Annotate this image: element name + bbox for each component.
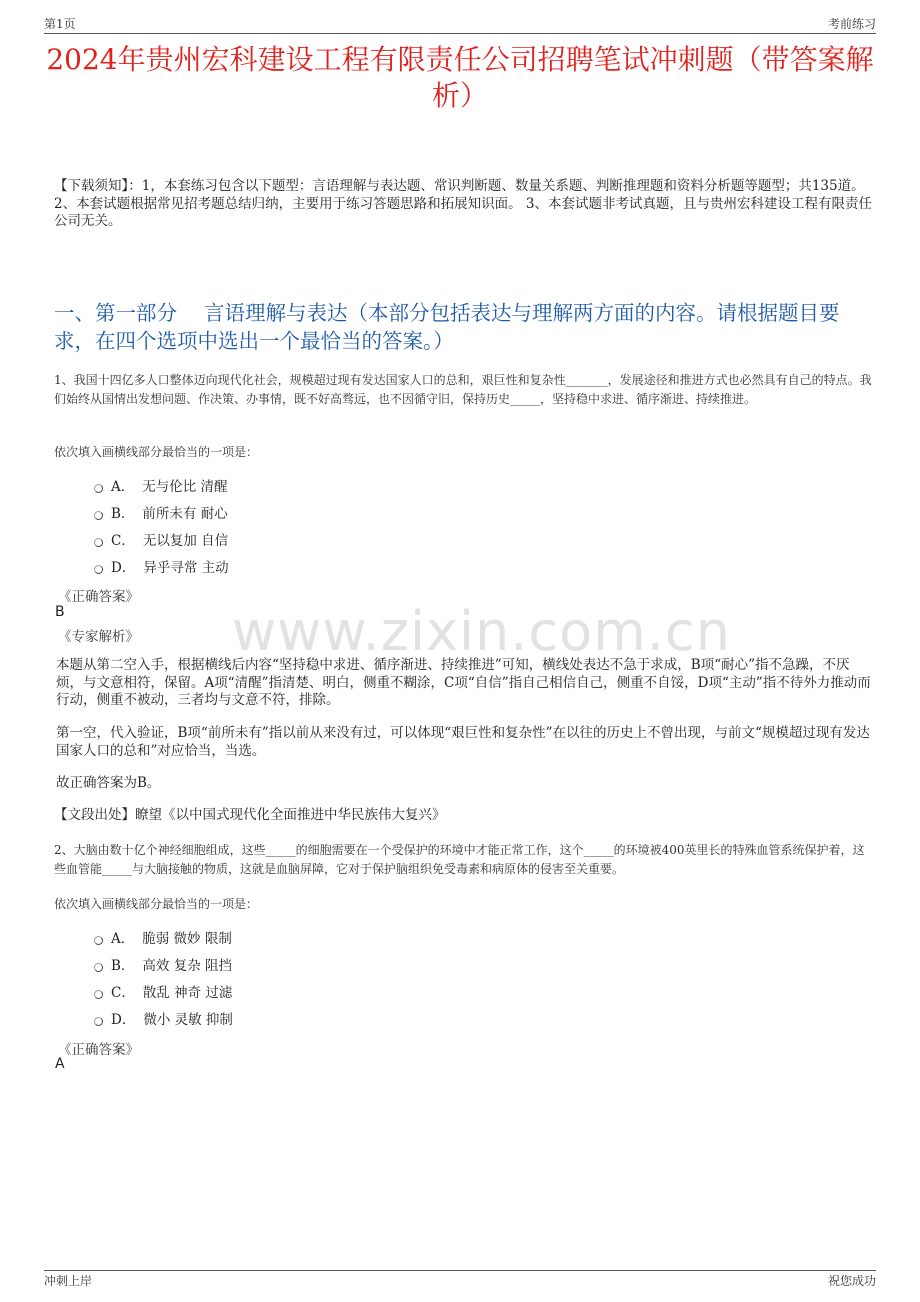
- question-1-answer-label: 《正确答案》: [58, 589, 139, 605]
- footer-right: 祝您成功: [827, 1274, 876, 1288]
- question-2-option-c[interactable]: [94, 981, 232, 1001]
- radio-icon[interactable]: [94, 963, 103, 972]
- option-text: 前所未有 耐心: [142, 506, 228, 522]
- question-2-option-d[interactable]: [94, 1008, 233, 1028]
- analysis-paragraph: 故正确答案为B。: [56, 775, 161, 791]
- question-1-option-c[interactable]: [94, 529, 228, 549]
- option-letter: C．: [111, 985, 135, 1001]
- question-1-text: 1、我国十四亿多人口整体迈向现代化社会，规模超过现有发达国家人口的总和，艰巨性和复杂性_______，发展途径和推进方式也必然具有自己的特点。我们始终从国情出发想问题、作决策、办事情，既不好高骛远，也不因循守旧，保持历史_____，坚持稳中求进、循序渐进、持续推进。: [54, 373, 872, 406]
- question-2-option-a[interactable]: [94, 927, 232, 947]
- question-1-analysis-label: 《专家解析》: [58, 629, 139, 645]
- option-text: 脆弱 微妙 限制: [142, 931, 232, 947]
- radio-icon[interactable]: [94, 990, 103, 999]
- option-text: 高效 复杂 阻挡: [142, 958, 233, 974]
- document-title: 2024年贵州宏科建设工程有限责任公司招聘笔试冲刺题（带答案解析）: [46, 43, 874, 112]
- question-1-option-d[interactable]: [94, 556, 229, 576]
- option-text: 散乱 神奇 过滤: [142, 985, 233, 1001]
- option-text: 无与伦比 清醒: [142, 479, 228, 495]
- header-category: 考前练习: [827, 17, 876, 31]
- analysis-paragraph: 第一空，代入验证，B项“前所未有”指以前从来没有过，可以体现“艰巨性和复杂性”在以往的历史上不曾出现，与前文“规模超过现有发达国家人口的总和”对应恰当，当选。: [56, 725, 870, 759]
- question-2-option-b[interactable]: [94, 954, 232, 974]
- option-letter: B．: [111, 958, 135, 974]
- question-1-prompt: 依次填入画横线部分最恰当的一项是：: [54, 445, 259, 459]
- footer-left: 冲刺上岸: [44, 1274, 93, 1288]
- option-text: 微小 灵敏 抑制: [143, 1012, 233, 1028]
- question-2-answer-label: 《正确答案》: [58, 1042, 139, 1058]
- option-letter: D．: [111, 1012, 136, 1028]
- question-2-prompt: 依次填入画横线部分最恰当的一项是：: [54, 897, 259, 911]
- question-1-option-a[interactable]: [94, 475, 228, 495]
- option-letter: A．: [111, 479, 135, 495]
- option-letter: A．: [111, 931, 135, 947]
- radio-icon[interactable]: [94, 565, 103, 574]
- radio-icon[interactable]: [94, 484, 103, 493]
- option-text: 异乎寻常 主动: [143, 560, 229, 576]
- question-1-answer: B: [55, 604, 65, 620]
- option-text: 无以复加 自信: [142, 533, 229, 549]
- option-letter: C．: [111, 533, 135, 549]
- radio-icon[interactable]: [94, 511, 103, 520]
- footer-rule: [44, 1270, 876, 1271]
- radio-icon[interactable]: [94, 936, 103, 945]
- question-2-text: 2、大脑由数十亿个神经细胞组成，这些_____的细胞需要在一个受保护的环境中才能正常工作，这个_____的环境被400英里长的特殊血管系统保护着，这些血管能_____与大脑接触的物质，这就是血脑屏障，它对于保护脑组织免受毒素和病原体的侵害至关重要。: [54, 843, 865, 876]
- watermark: www.zixin.com.cn: [232, 600, 731, 663]
- option-letter: B．: [111, 506, 135, 522]
- download-notice: 【下载须知】：1，本套练习包含以下题型：言语理解与表达题、常识判断题、数量关系题、判断推理题和资料分析题等题型；共135道。 2、本套试题根据常见招考题总结归纳，主要用于练习答题思路和拓展知识面。 3、本套试题非考试真题，且与贵州宏科建设工程有限责任公司无关。: [54, 178, 872, 229]
- question-2-answer: A: [55, 1056, 65, 1072]
- radio-icon[interactable]: [94, 1017, 103, 1026]
- question-1-option-b[interactable]: [94, 502, 228, 522]
- page-number: 第1页: [44, 17, 76, 31]
- source-citation: 【文段出处】瞭望《以中国式现代化全面推进中华民族伟大复兴》: [54, 807, 446, 823]
- option-letter: D．: [111, 560, 136, 576]
- header-rule: [44, 33, 876, 34]
- analysis-paragraph: 本题从第二空入手，根据横线后内容“坚持稳中求进、循序渐进、持续推进”可知，横线处表达不急于求成，B项“耐心”指不急躁，不厌烦，与文意相符，保留。A项“清醒”指清楚、明白，侧重不糊涂，C项“自信”指自己相信自己，侧重不自馁，D项“主动”指不待外力推动而行动，侧重不被动，三者均与文意不符，排除。: [56, 657, 871, 708]
- section-heading: 一、第一部分 言语理解与表达（本部分包括表达与理解两方面的内容。请根据题目要求，在四个选项中选出一个最恰当的答案。）: [54, 301, 840, 353]
- radio-icon[interactable]: [94, 538, 103, 547]
